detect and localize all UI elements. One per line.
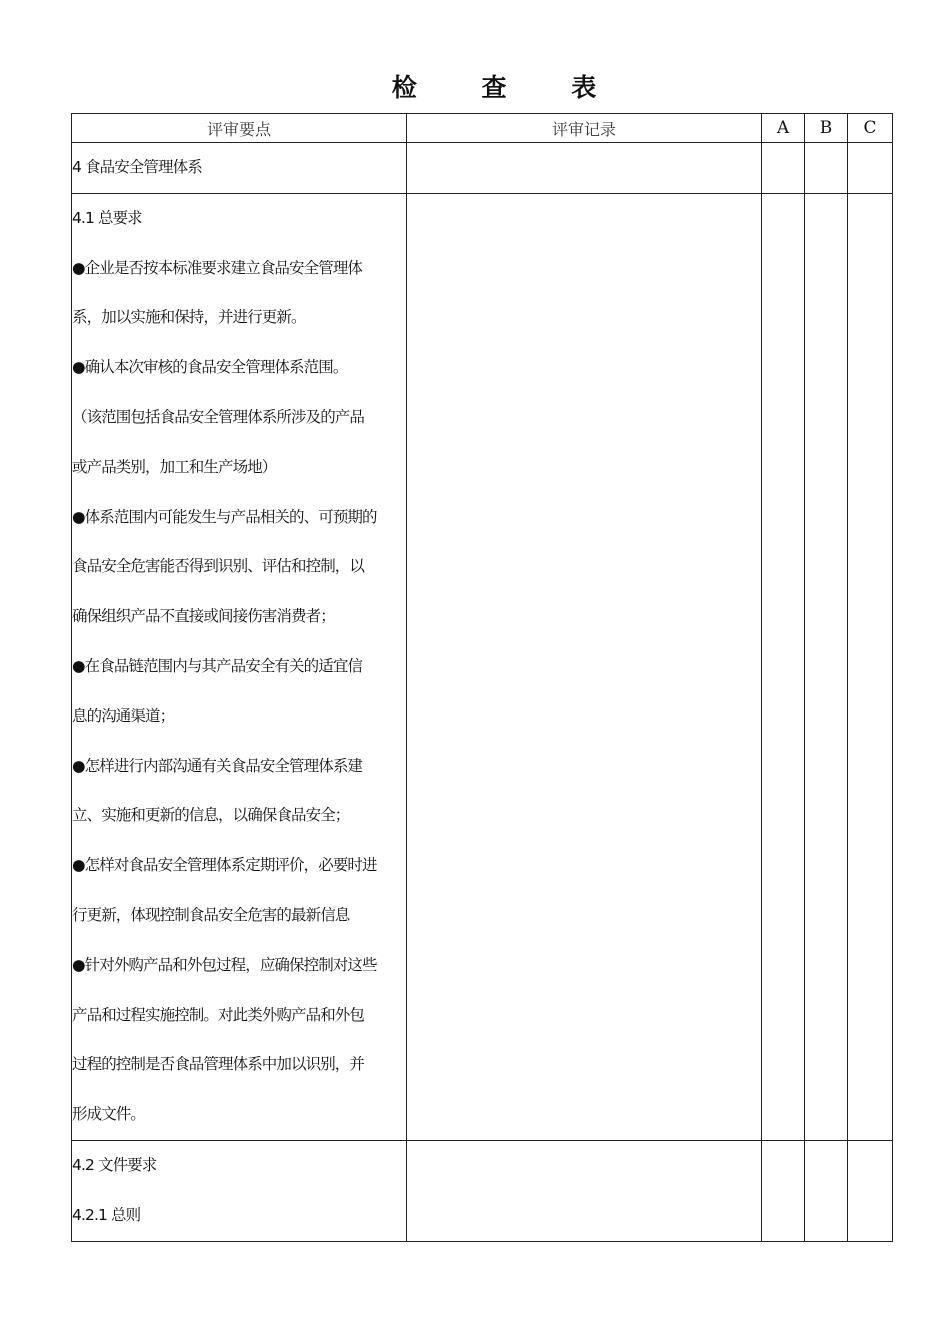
review-point-line: ●确认本次审核的食品安全管理体系范围。 <box>72 358 348 377</box>
review-points-cell <box>72 193 407 1140</box>
header-grade-b: B <box>805 114 848 143</box>
review-point-line: 产品和过程实施控制。对此类外购产品和外包 <box>72 1005 365 1024</box>
table-row <box>72 1140 893 1241</box>
review-point-line: ●企业是否按本标准要求建立食品安全管理体 <box>72 258 363 277</box>
grade-c-cell[interactable] <box>848 143 893 194</box>
grade-c-cell[interactable] <box>848 193 893 1140</box>
review-points-cell <box>72 1140 407 1241</box>
review-point-line: 4 食品安全管理体系 <box>72 158 202 176</box>
header-review-record: 评审记录 <box>407 114 762 143</box>
header-review-points: 评审要点 <box>72 114 407 143</box>
review-point-line: 4.2 文件要求 <box>72 1155 157 1174</box>
review-point-line: ●体系范围内可能发生与产品相关的、可预期的 <box>72 507 377 526</box>
review-record-cell[interactable] <box>407 1140 762 1241</box>
review-record-cell[interactable] <box>407 143 762 194</box>
grade-b-cell[interactable] <box>805 1140 848 1241</box>
review-point-line: 系，加以实施和保持，并进行更新。 <box>72 308 306 327</box>
review-point-line: 过程的控制是否食品管理体系中加以识别，并 <box>72 1055 365 1074</box>
grade-a-cell[interactable] <box>762 143 805 194</box>
review-point-line: （该范围包括食品安全管理体系所涉及的产品 <box>72 407 365 426</box>
review-point-line: 立、实施和更新的信息，以确保食品安全； <box>72 806 350 825</box>
grade-b-cell[interactable] <box>805 193 848 1140</box>
review-point-line: 食品安全危害能否得到识别、评估和控制，以 <box>72 557 365 576</box>
review-point-line: ●针对外购产品和外包过程，应确保控制对这些 <box>72 955 377 974</box>
review-point-line: 行更新，体现控制食品安全危害的最新信息 <box>72 905 350 924</box>
grade-c-cell[interactable] <box>848 1140 893 1241</box>
review-point-line: ●怎样对食品安全管理体系定期评价，必要时进 <box>72 856 377 875</box>
review-point-line: 4.2.1 总则 <box>72 1205 141 1224</box>
page-title: 检 查 表 <box>391 73 625 102</box>
review-record-cell[interactable] <box>407 193 762 1140</box>
table-header-row <box>72 114 893 143</box>
header-grade-c: C <box>848 114 893 143</box>
review-point-line: ●怎样进行内部沟通有关食品安全管理体系建 <box>72 756 363 775</box>
table-row <box>72 143 893 194</box>
review-point-line: 确保组织产品不直接或间接伤害消费者； <box>72 607 335 626</box>
header-grade-a: A <box>762 114 805 143</box>
grade-a-cell[interactable] <box>762 1140 805 1241</box>
review-point-line: ●在食品链范围内与其产品安全有关的适宜信 <box>72 656 363 675</box>
grade-b-cell[interactable] <box>805 143 848 194</box>
review-point-line: 或产品类别，加工和生产场地） <box>72 457 277 476</box>
review-point-line: 4.1 总要求 <box>72 208 142 227</box>
review-point-line: 形成文件。 <box>72 1105 146 1124</box>
grade-a-cell[interactable] <box>762 193 805 1140</box>
table-row <box>72 193 893 1140</box>
review-points-cell <box>72 143 407 194</box>
review-point-line: 息的沟通渠道； <box>72 706 175 725</box>
checklist-table <box>71 113 893 1242</box>
